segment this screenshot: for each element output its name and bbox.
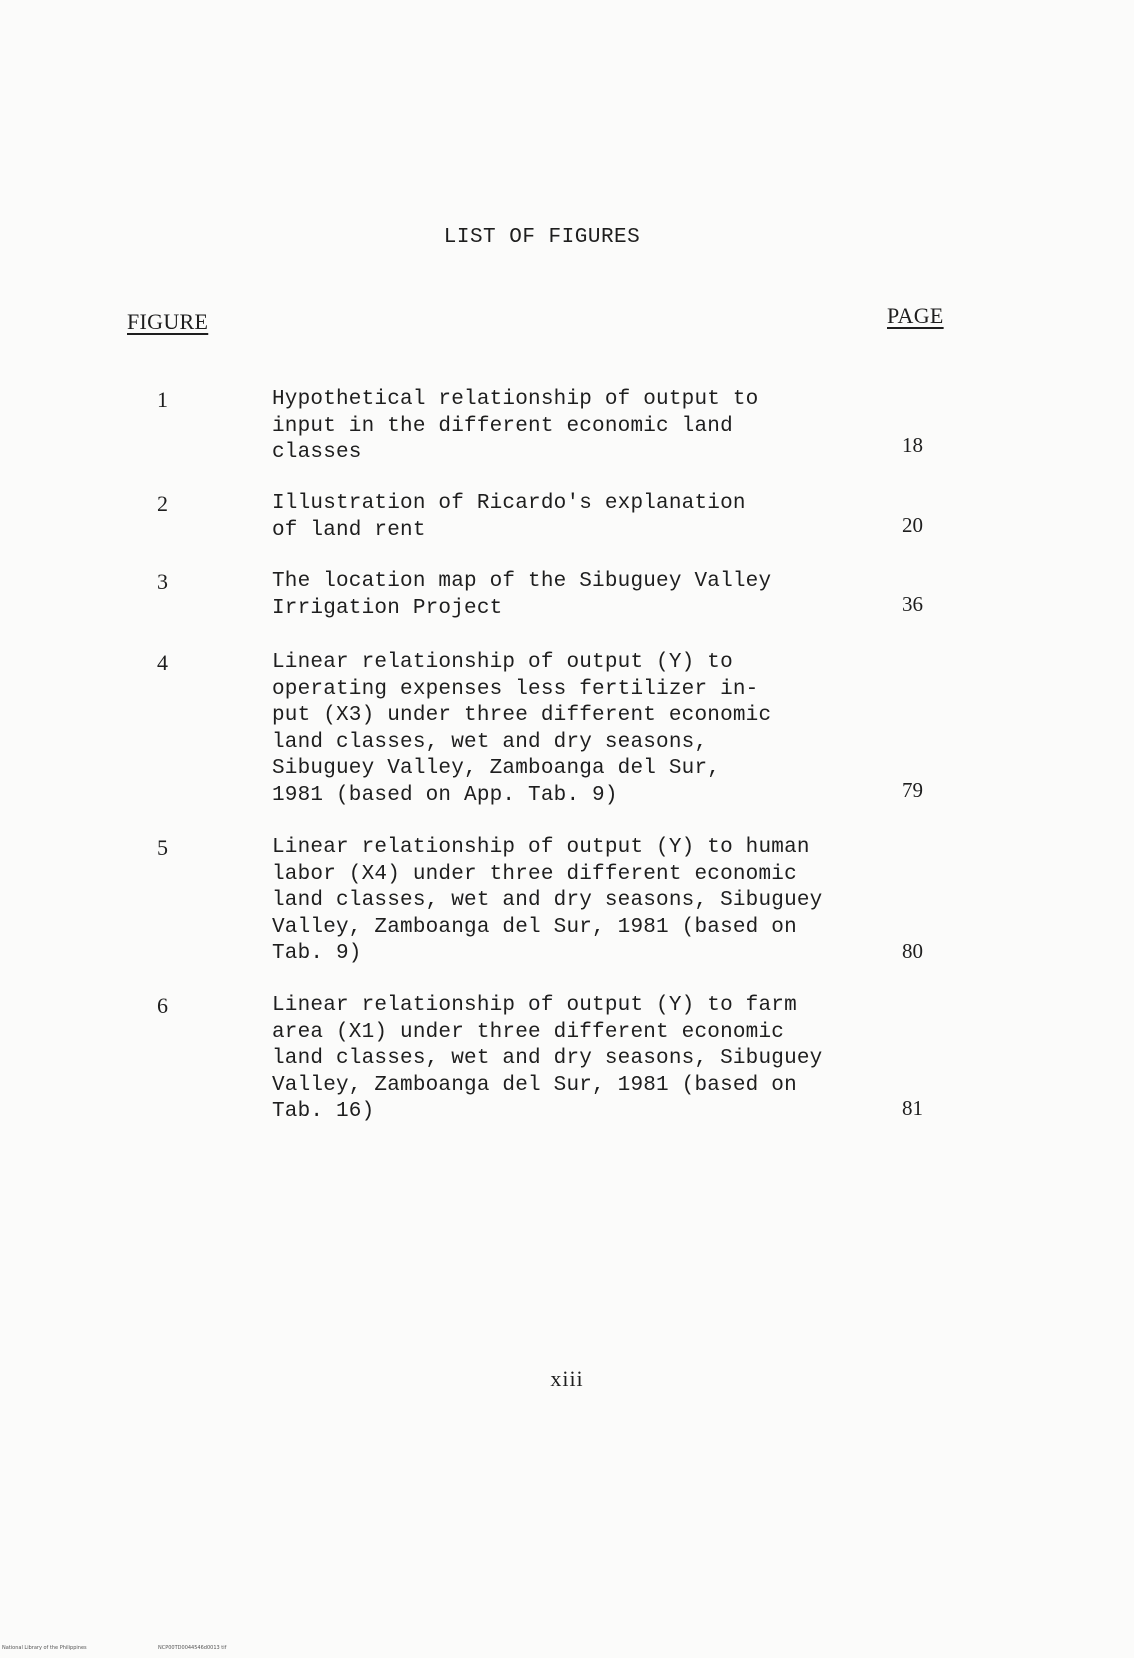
figure-page-number: 81 bbox=[902, 1096, 923, 1120]
page-title: LIST OF FIGURES bbox=[443, 226, 641, 249]
figure-number: 6 bbox=[157, 993, 168, 1018]
figure-caption: Linear relationship of output (Y) to operating expenses less fertilizer in- put (X3) under three different economic land classes, wet and dry seasons, Sibuguey Valley, Zamboanga del Sur, 1981 (based on App. Tab. 9) bbox=[272, 651, 772, 807]
figure-caption: Illustration of Ricardo's explanation of land rent bbox=[272, 492, 746, 542]
figure-caption: Hypothetical relationship of output to input in the different economic land classes bbox=[272, 388, 759, 465]
figure-page-number: 79 bbox=[902, 778, 923, 802]
figure-column-heading: FIGURE bbox=[127, 309, 209, 334]
figure-number: 2 bbox=[157, 491, 168, 516]
footer-file-code: NCP00TD0044546d0013 tif bbox=[158, 1645, 227, 1651]
figure-caption: Linear relationship of output (Y) to farm area (X1) under three different economic land classes, wet and dry seasons, Sibuguey Valley, Zamboanga del Sur, 1981 (based on Tab. 16) bbox=[272, 994, 823, 1124]
figure-number: 5 bbox=[157, 835, 168, 860]
figure-number: 4 bbox=[157, 650, 168, 675]
figure-page-number: 20 bbox=[902, 513, 923, 537]
figure-number: 3 bbox=[157, 569, 168, 594]
figure-page-number: 18 bbox=[902, 433, 923, 457]
figure-page-number: 80 bbox=[902, 939, 923, 963]
figure-number: 1 bbox=[157, 387, 168, 412]
figure-caption: Linear relationship of output (Y) to human labor (X4) under three different economic land classes, wet and dry seasons, Sibuguey Valley, Zamboanga del Sur, 1981 (based on Tab. 9) bbox=[272, 836, 823, 966]
footer-credit: National Library of the Philippines bbox=[2, 1645, 87, 1651]
page-column-heading: PAGE bbox=[887, 303, 944, 328]
figure-page-number: 36 bbox=[902, 592, 923, 616]
page-folio: xiii bbox=[550, 1366, 584, 1391]
figure-caption: The location map of the Sibuguey Valley Irrigation Project bbox=[272, 570, 772, 620]
